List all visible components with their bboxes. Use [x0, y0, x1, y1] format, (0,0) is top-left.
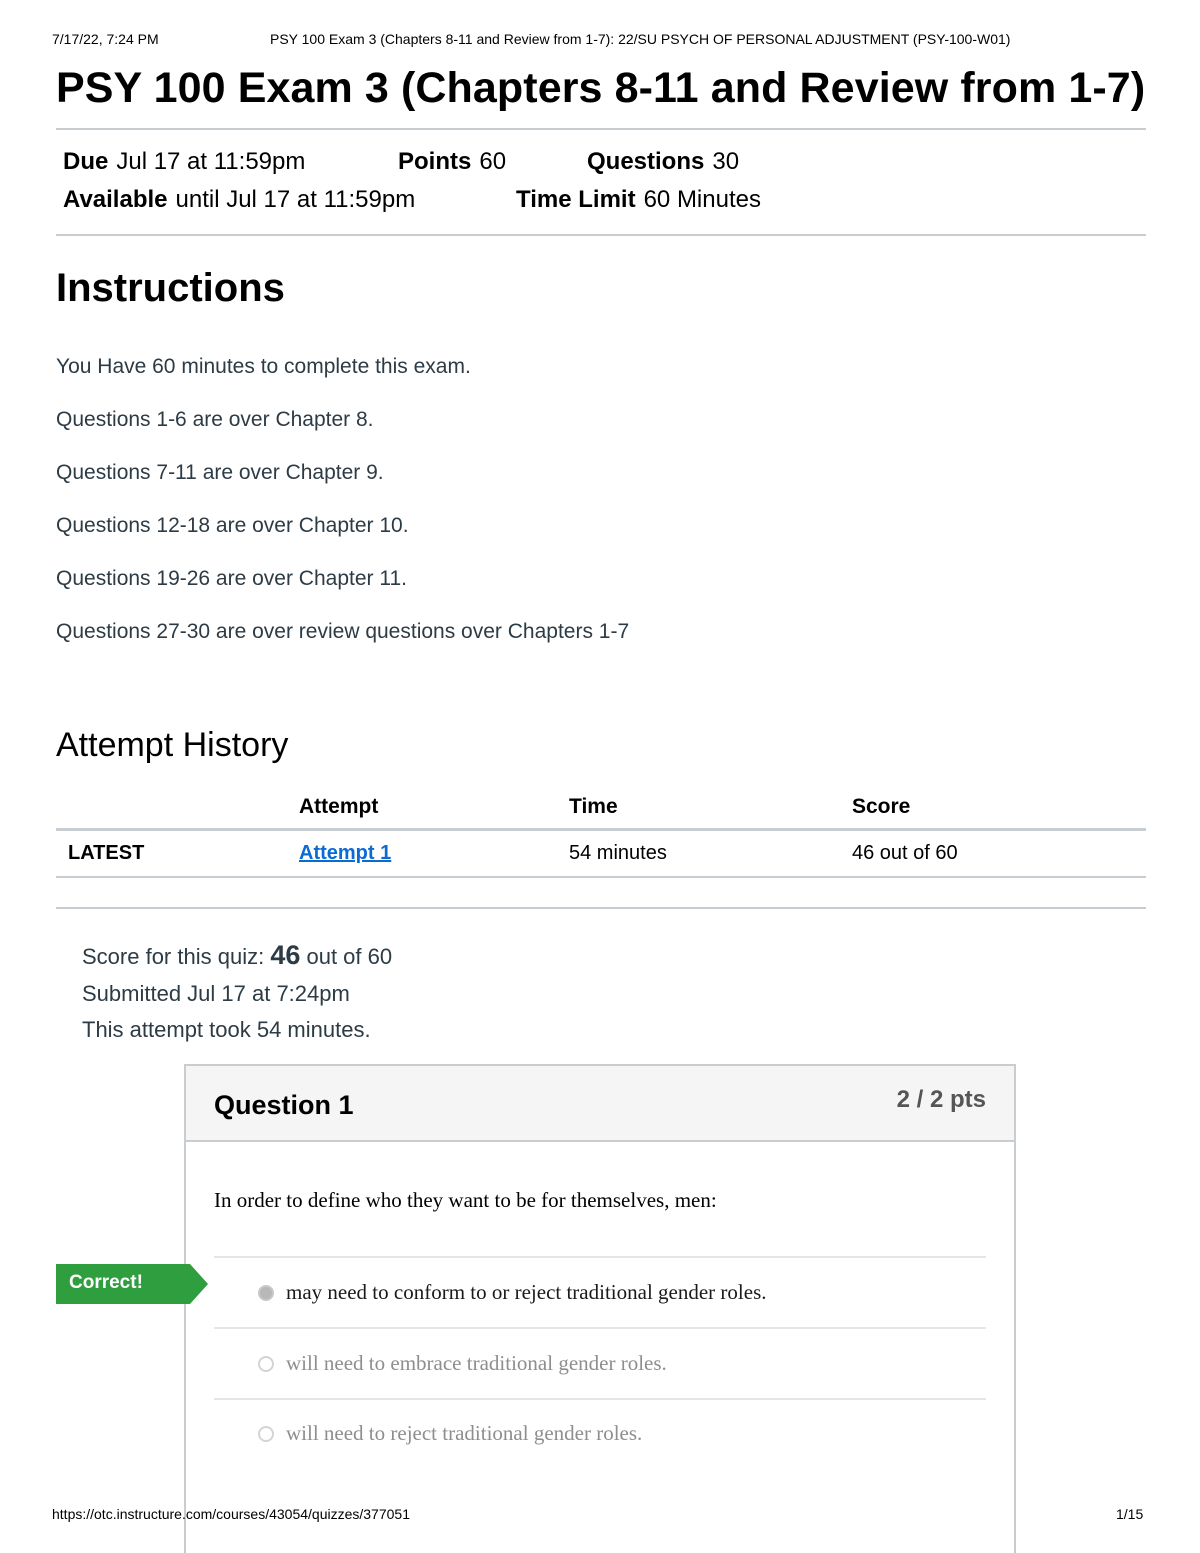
question-title: Question 1 — [214, 1090, 354, 1120]
correct-answer-flag — [56, 1264, 208, 1304]
attempt-score: 46 out of 60 — [852, 842, 958, 864]
question-card — [184, 1064, 1016, 1553]
print-doc-title: PSY 100 Exam 3 (Chapters 8-11 and Review from 1-7): 22/SU PSYCH OF PERSONAL ADJUSTMENT (PSY-100-W01) — [270, 31, 1011, 47]
instruction-line: Questions 12-18 are over Chapter 10. — [56, 514, 409, 537]
attempt-1-link[interactable]: Attempt 1 — [299, 842, 392, 864]
available-value: until Jul 17 at 11:59pm — [175, 186, 416, 213]
due-date — [63, 148, 305, 176]
table-header-attempt: Attempt — [299, 795, 379, 818]
time-limit — [516, 186, 761, 214]
question-text: In order to define who they want to be for themselves, men: — [214, 1188, 717, 1212]
details-divider — [56, 234, 1146, 236]
question-points: 2 / 2 pts — [896, 1086, 986, 1113]
table-row-divider — [56, 876, 1146, 878]
answer-label: may need to conform to or reject traditional gender roles. — [286, 1280, 767, 1304]
points-label: Points — [398, 148, 472, 175]
score-value: 46 — [270, 940, 301, 970]
instruction-line: You Have 60 minutes to complete this exam. — [56, 355, 471, 378]
instructions-heading: Instructions — [56, 266, 285, 310]
answer-label: will need to reject traditional gender roles. — [286, 1421, 643, 1445]
instruction-line: Questions 1-6 are over Chapter 8. — [56, 408, 374, 431]
instruction-line: Questions 7-11 are over Chapter 9. — [56, 461, 384, 484]
instruction-line: Questions 19-26 are over Chapter 11. — [56, 567, 407, 590]
score-suffix: out of 60 — [306, 944, 393, 969]
answer-option-2[interactable] — [258, 1351, 667, 1376]
print-datetime: 7/17/22, 7:24 PM — [52, 31, 159, 47]
points — [398, 148, 506, 176]
print-page-number: 1/15 — [1116, 1506, 1144, 1522]
section-divider — [56, 907, 1146, 909]
instruction-line: Questions 27-30 are over review questions over Chapters 1-7 — [56, 620, 630, 643]
radio-unselected-icon[interactable] — [258, 1356, 274, 1372]
due-value: Jul 17 at 11:59pm — [116, 148, 306, 175]
question-header — [186, 1066, 1014, 1142]
correct-flag-label: Correct! — [69, 1272, 143, 1293]
quiz-score — [82, 940, 392, 971]
points-value: 60 — [479, 148, 507, 175]
score-prefix: Score for this quiz: — [82, 944, 265, 969]
answer-label: will need to embrace traditional gender roles. — [286, 1351, 667, 1375]
table-header-score: Score — [852, 795, 911, 818]
title-divider — [56, 128, 1146, 130]
latest-tag: LATEST — [68, 842, 145, 864]
answer-option-3[interactable] — [258, 1421, 642, 1446]
print-url: https://otc.instructure.com/courses/43054/quizzes/377051 — [52, 1506, 410, 1522]
answer-divider — [214, 1398, 986, 1400]
attempt-duration: This attempt took 54 minutes. — [82, 1017, 371, 1042]
attempt-history-heading: Attempt History — [56, 726, 289, 764]
submitted-time: Submitted Jul 17 at 7:24pm — [82, 981, 350, 1006]
radio-selected-icon[interactable] — [258, 1285, 274, 1301]
questions-value: 30 — [712, 148, 740, 175]
answer-option-1[interactable] — [258, 1280, 767, 1305]
answer-divider — [214, 1256, 986, 1258]
due-label: Due — [63, 148, 109, 175]
availability — [63, 186, 415, 214]
radio-unselected-icon[interactable] — [258, 1426, 274, 1442]
attempt-time: 54 minutes — [569, 842, 667, 864]
questions-count — [587, 148, 739, 176]
page-title: PSY 100 Exam 3 (Chapters 8-11 and Review from 1-7) — [56, 64, 1146, 112]
questions-label: Questions — [587, 148, 705, 175]
available-label: Available — [63, 186, 168, 213]
answer-divider — [214, 1327, 986, 1329]
table-header-divider — [56, 828, 1146, 831]
time-limit-label: Time Limit — [516, 186, 636, 213]
time-limit-value: 60 Minutes — [643, 186, 761, 213]
table-header-time: Time — [569, 795, 618, 818]
